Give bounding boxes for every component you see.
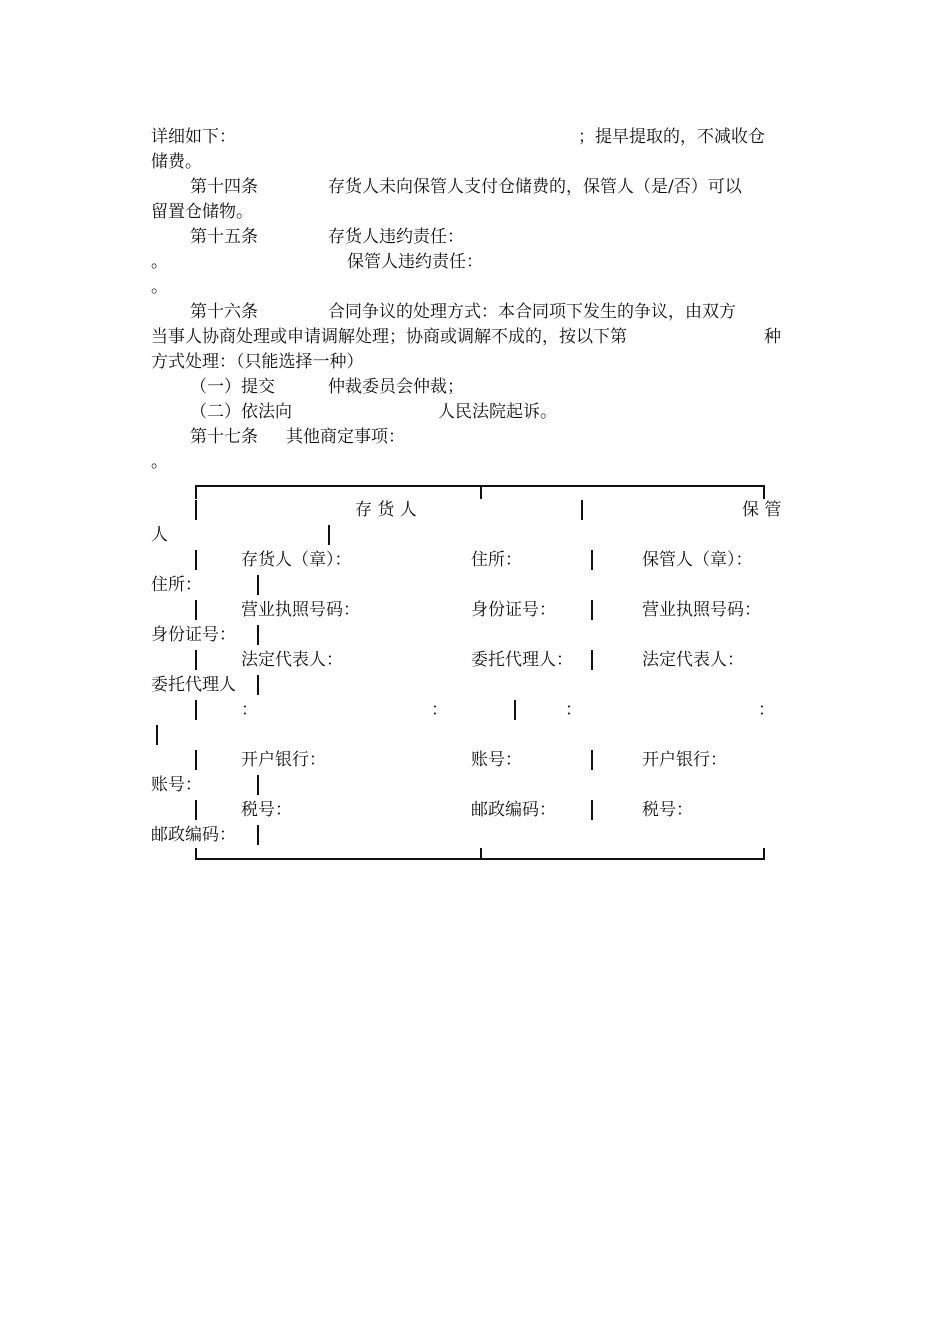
- option-court: 人民法院起诉。: [438, 402, 557, 422]
- table-divider: [591, 750, 593, 770]
- table-divider: [195, 600, 197, 620]
- table-divider: [591, 550, 593, 570]
- article-17-label: 第十七条: [190, 427, 258, 447]
- article-16-text: 种: [764, 327, 781, 347]
- table-divider: [195, 700, 197, 720]
- colon-mark: ：: [241, 700, 258, 720]
- paragraph-text: 储费。: [151, 152, 202, 172]
- depositor-id-label: 身份证号：: [471, 600, 556, 620]
- table-divider: [195, 500, 197, 520]
- custodian-account-label: 账号：: [151, 775, 202, 795]
- table-corner: [480, 485, 482, 499]
- custodian-agent-label: 委托代理人: [151, 675, 236, 695]
- article-17-text: 。: [151, 452, 168, 472]
- table-divider: [195, 550, 197, 570]
- table-corner: [763, 485, 765, 499]
- custodian-id-label: 身份证号：: [151, 625, 236, 645]
- table-divider: [156, 725, 158, 745]
- table-corner: [195, 485, 197, 499]
- article-15-text: 。: [151, 252, 168, 272]
- custodian-header: 保 管: [742, 500, 782, 520]
- depositor-legal-rep-label: 法定代表人：: [241, 650, 343, 670]
- custodian-tax-label: 税号：: [642, 800, 693, 820]
- article-14-text: 存货人未向保管人支付仓储费的，保管人（是/否）可以: [328, 177, 742, 197]
- article-14-text: 留置仓储物。: [151, 202, 253, 222]
- depositor-license-label: 营业执照号码：: [241, 600, 360, 620]
- option-arbitration: 仲裁委员会仲裁；: [328, 377, 464, 397]
- article-14-label: 第十四条: [190, 177, 258, 197]
- article-17-text: 其他商定事项：: [286, 427, 405, 447]
- paragraph-text: 详细如下：: [151, 127, 236, 147]
- custodian-bank-label: 开户银行：: [642, 750, 727, 770]
- table-divider: [257, 825, 259, 845]
- table-divider: [195, 800, 197, 820]
- table-divider: [257, 675, 259, 695]
- depositor-seal-label: 存货人（章）：: [241, 550, 352, 570]
- custodian-license-label: 营业执照号码：: [642, 600, 761, 620]
- article-15-text: 保管人违约责任：: [347, 252, 483, 272]
- table-divider: [514, 700, 516, 720]
- article-15-label: 第十五条: [190, 227, 258, 247]
- custodian-address-label: 住所：: [151, 575, 202, 595]
- table-divider: [195, 750, 197, 770]
- custodian-legal-rep-label: 法定代表人：: [642, 650, 744, 670]
- table-divider: [591, 600, 593, 620]
- colon-mark: ：: [758, 700, 775, 720]
- option-court: （二）依法向: [190, 402, 292, 422]
- option-arbitration: （一）提交: [190, 377, 275, 397]
- article-15-text: 存货人违约责任：: [328, 227, 464, 247]
- table-divider: [591, 650, 593, 670]
- article-16-label: 第十六条: [190, 302, 258, 322]
- table-divider: [591, 800, 593, 820]
- depositor-address-label: 住所：: [471, 550, 522, 570]
- table-divider: [257, 575, 259, 595]
- custodian-postcode-label: 邮政编码：: [151, 825, 236, 845]
- custodian-seal-label: 保管人（章）：: [642, 550, 753, 570]
- article-15-text: 。: [151, 277, 168, 297]
- table-bottom-border: [195, 858, 765, 860]
- depositor-postcode-label: 邮政编码：: [471, 800, 556, 820]
- depositor-account-label: 账号：: [471, 750, 522, 770]
- depositor-header: 存 货 人: [355, 500, 417, 520]
- paragraph-text: ；提早提取的，不减收仓: [578, 127, 765, 147]
- table-divider: [328, 525, 330, 545]
- table-divider: [195, 650, 197, 670]
- custodian-header-wrap: 人: [151, 525, 168, 545]
- article-16-text: 方式处理：（只能选择一种）: [151, 352, 364, 372]
- table-divider: [257, 775, 259, 795]
- table-divider: [581, 500, 583, 520]
- article-16-text: 当事人协商处理或申请调解处理；协商或调解不成的，按以下第: [151, 327, 627, 347]
- depositor-bank-label: 开户银行：: [241, 750, 326, 770]
- colon-mark: ：: [565, 700, 582, 720]
- colon-mark: ：: [431, 700, 448, 720]
- depositor-tax-label: 税号：: [241, 800, 292, 820]
- table-divider: [257, 625, 259, 645]
- article-16-text: 合同争议的处理方式：本合同项下发生的争议，由双方: [328, 302, 736, 322]
- depositor-agent-label: 委托代理人：: [471, 650, 573, 670]
